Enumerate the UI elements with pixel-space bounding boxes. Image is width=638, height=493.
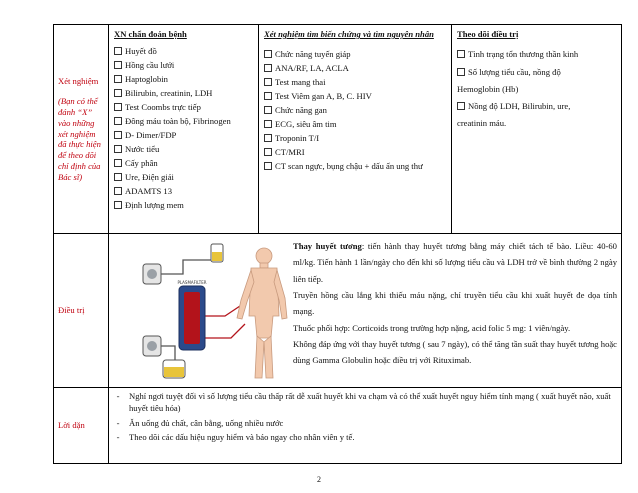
- checklist-item[interactable]: [264, 105, 446, 116]
- checklist-item-label: Hồng cầu lưới: [125, 59, 175, 70]
- monitoring-item-continued: Hemoglobin (Hb): [457, 84, 519, 95]
- complication-tests-list: [264, 49, 446, 172]
- checkbox[interactable]: [114, 47, 122, 55]
- treatment-paragraph: : tiến hành thay huyết tương bằng máy chiết tách tế bào. Liều: 40-60 ml/kg. Tiến hành 1 lần/ngày cho đến khi số lượng tiểu cầu và LDH trở về bình thường 2 ngày liên tiếp.: [293, 241, 617, 284]
- pump-rotor: [147, 269, 157, 279]
- checklist-item-label: Bilirubin, creatinin, LDH: [125, 87, 213, 98]
- checkbox[interactable]: [114, 187, 122, 195]
- checkbox[interactable]: [114, 61, 122, 69]
- checkbox[interactable]: [457, 68, 465, 76]
- checkbox[interactable]: [264, 134, 272, 142]
- checklist-item-label: D- Dimer/FDP: [125, 129, 177, 140]
- advice-item: [113, 390, 617, 415]
- treatment-paragraph: Truyền hồng cầu lắng khi thiếu máu nặng, chỉ truyền tiểu cầu khi xuất huyết đe dọa tính mạng.: [293, 289, 617, 317]
- tests-label-note: (Bạn có thể đánh “X” vào những xét nghiệm đã thực hiện để theo dõi chỉ định của Bác sĩ): [58, 96, 101, 182]
- treatment-row: [54, 234, 622, 388]
- monitoring-heading: Theo dõi điều trị: [457, 29, 519, 39]
- checkbox[interactable]: [114, 75, 122, 83]
- checklist-item-label: Troponin T/I: [275, 132, 320, 143]
- diagnostic-tests-cell: [109, 25, 259, 234]
- treatment-label-cell: Điều trị: [54, 234, 109, 388]
- tests-label-cell: [54, 25, 109, 234]
- checklist-item[interactable]: [264, 161, 446, 172]
- treatment-table: [53, 24, 622, 464]
- bullet-dash: -: [116, 391, 120, 401]
- plasma-level: [164, 367, 184, 377]
- advice-label-cell: Lời dặn: [54, 388, 109, 464]
- tests-label-title: Xét nghiệm: [58, 75, 99, 86]
- checklist-item-label: Định lượng mem: [125, 200, 184, 211]
- patient-body-icon: [237, 248, 287, 378]
- checkbox[interactable]: [114, 145, 122, 153]
- checklist-item[interactable]: [264, 49, 446, 60]
- tests-row: [54, 25, 622, 234]
- checklist-item[interactable]: [114, 88, 253, 99]
- advice-item-text: Nghỉ ngơi tuyệt đối vì số lượng tiểu cầu thấp rất dễ xuất huyết khi va chạm và có thể xuất huyết nguy hiểm tính mạng ( xuất huyết não, xuất huyết tiêu hóa): [129, 391, 611, 414]
- checklist-item[interactable]: [264, 147, 446, 158]
- bullet-dash: -: [116, 417, 120, 428]
- checkbox[interactable]: [264, 92, 272, 100]
- tube-line: [205, 324, 245, 338]
- fluid-level: [212, 252, 222, 261]
- checklist-item-label: ADAMTS 13: [125, 186, 173, 197]
- monitoring-item[interactable]: Nồng độ LDH, Bilirubin, ure,: [457, 101, 616, 112]
- checklist-item[interactable]: [114, 144, 253, 155]
- checklist-item-label: Đông máu toàn bộ, Fibrinogen: [125, 115, 231, 126]
- checkbox[interactable]: [114, 131, 122, 139]
- checkbox[interactable]: [457, 50, 465, 58]
- tube-line: [161, 346, 175, 360]
- checklist-item-label: CT scan ngực, bụng chậu + dấu ấn ung thư: [275, 160, 423, 171]
- filter-blood-core: [184, 292, 200, 344]
- checkbox[interactable]: [457, 102, 465, 110]
- advice-item-text: Theo dõi các dấu hiệu nguy hiểm và báo ngay cho nhân viên y tế.: [129, 432, 355, 443]
- checkbox[interactable]: [264, 106, 272, 114]
- advice-item: [113, 431, 617, 443]
- page-number: 2: [317, 475, 321, 484]
- checkbox[interactable]: [114, 201, 122, 209]
- treatment-lead: Thay huyết tương: [293, 241, 362, 251]
- checkbox[interactable]: [264, 162, 272, 170]
- treatment-paragraph: Không đáp ứng với thay huyết tương ( sau 7 ngày), có thể tăng tần suất thay huyết tương hoặc dùng Gamma Globulin hoặc điều trị với Rituximab.: [293, 338, 617, 366]
- checklist-item-label: Chức năng tuyến giáp: [275, 48, 351, 59]
- diagnostic-tests-heading: XN chẩn đoán bệnh: [114, 29, 187, 39]
- checklist-item-label: Haptoglobin: [125, 73, 168, 84]
- checklist-item-label: Chức năng gan: [275, 104, 327, 115]
- checklist-item[interactable]: [264, 77, 446, 88]
- checkbox[interactable]: [114, 159, 122, 167]
- monitoring-item-continued: creatinin máu.: [457, 117, 507, 128]
- checkbox[interactable]: [264, 64, 272, 72]
- checklist-item-label: Nước tiểu: [125, 143, 160, 154]
- checklist-item[interactable]: [114, 60, 253, 71]
- checklist-item[interactable]: [114, 74, 253, 85]
- monitoring-item[interactable]: Số lượng tiểu cầu, nồng độ: [457, 67, 616, 78]
- treatment-paragraph: Thuốc phối hợp: Corticoids trong trường hợp nặng, acid folic 5 mg: 1 viên/ngày.: [293, 322, 571, 333]
- diagnostic-tests-list: [114, 46, 253, 211]
- checklist-item-label: Test mang thai: [275, 76, 326, 87]
- checkbox[interactable]: [264, 78, 272, 86]
- monitoring-cell: [452, 25, 622, 234]
- checklist-item[interactable]: [114, 158, 253, 169]
- checkbox[interactable]: [114, 89, 122, 97]
- advice-item-text: Ăn uống đủ chất, cân bằng, uống nhiều nước: [129, 417, 284, 428]
- checklist-item-label: Test Coombs trực tiếp: [125, 101, 201, 112]
- checklist-item[interactable]: [264, 91, 446, 102]
- pump-rotor: [147, 341, 157, 351]
- tube-line: [205, 304, 243, 316]
- checklist-item[interactable]: [114, 116, 253, 127]
- checklist-item[interactable]: [264, 63, 446, 74]
- checklist-item[interactable]: [114, 130, 253, 141]
- checklist-item[interactable]: [114, 102, 253, 113]
- advice-content-cell: [109, 388, 622, 464]
- advice-item: [113, 417, 617, 429]
- bullet-dash: -: [116, 432, 120, 443]
- plasmapheresis-illustration: [113, 238, 289, 380]
- checklist-item-label: Cấy phân: [125, 157, 158, 168]
- checkbox[interactable]: [114, 117, 122, 125]
- monitoring-item[interactable]: Tình trạng tổn thương thần kinh: [457, 49, 616, 60]
- checklist-item[interactable]: [114, 46, 253, 57]
- complication-tests-cell: [259, 25, 452, 234]
- checklist-item-label: Huyết đồ: [125, 45, 157, 56]
- checkbox[interactable]: [264, 148, 272, 156]
- checklist-item-label: Ure, Điện giải: [125, 172, 174, 183]
- checklist-item[interactable]: [114, 200, 253, 211]
- checkbox[interactable]: [264, 120, 272, 128]
- checkbox[interactable]: [114, 103, 122, 111]
- treatment-text: [293, 238, 617, 380]
- checkbox[interactable]: [114, 173, 122, 181]
- treatment-content-cell: [109, 234, 622, 388]
- advice-list: [109, 388, 621, 448]
- checklist-item-label: CT/MRI: [275, 146, 305, 157]
- checklist-item[interactable]: [264, 133, 446, 144]
- checklist-item[interactable]: [114, 186, 253, 197]
- checkbox[interactable]: [264, 50, 272, 58]
- checklist-item[interactable]: [114, 172, 253, 183]
- checklist-item[interactable]: [264, 119, 446, 130]
- filter-label: PLASMAFILTER: [177, 280, 207, 285]
- checklist-item-label: ANA/RF, LA, ACLA: [275, 62, 349, 73]
- checklist-item-label: Test Viêm gan A, B, C. HIV: [275, 90, 372, 101]
- tube-line: [161, 260, 213, 274]
- advice-row: [54, 388, 622, 464]
- checklist-item-label: ECG, siêu âm tim: [275, 118, 337, 129]
- complication-tests-heading: Xét nghiệm tìm biến chứng và tìm nguyên nhân: [264, 29, 434, 39]
